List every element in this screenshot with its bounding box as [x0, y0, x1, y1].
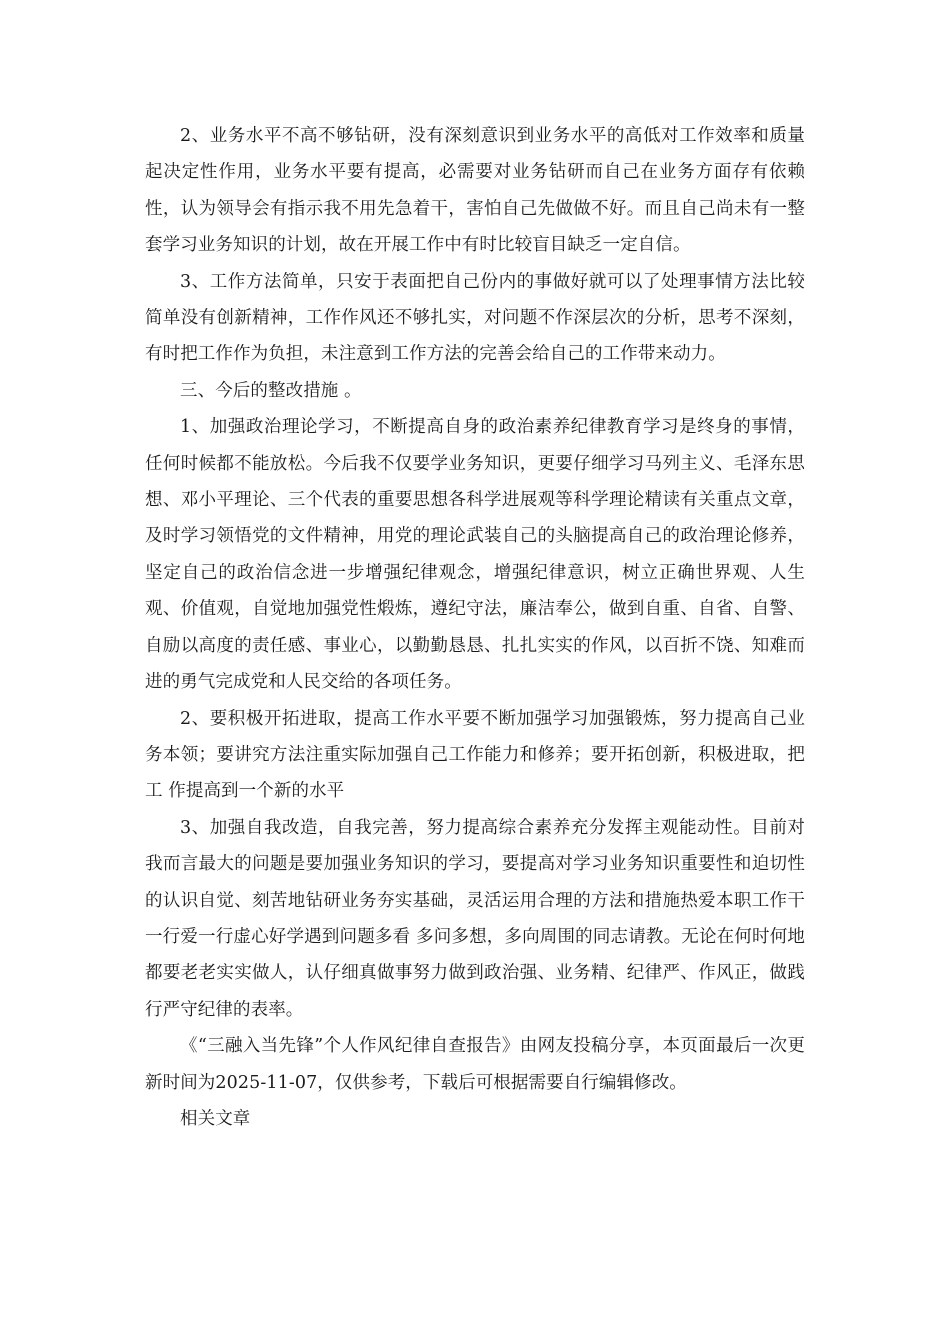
- section-heading-rectification: 三、今后的整改措施 。: [180, 380, 362, 401]
- related-articles-heading: 相关文章: [180, 1108, 251, 1129]
- document-body: [145, 118, 805, 1137]
- paragraph-work-method: 3、工作方法简单，只安于表面把自己份内的事做好就可以了处理事情方法比较简单没有创新精神，工作作风还不够扎实，对问题不作深层次的分析，思考不深刻，有时把工作作为负担，未注意到工作方法的完善会给自己的工作带来动力。: [145, 271, 805, 365]
- paragraph-political-theory: 1、加强政治理论学习，不断提高自身的政治素养纪律教育学习是终身的事情，任何时候都不能放松。今后我不仅要学业务知识，更要仔细学习马列主义、毛泽东思想、邓小平理论、三个代表的重要思想各科学进展观等科学理论精读有关重点文章，及时学习领悟党的文件精神，用党的理论武装自己的头脑提高自己的政治理论修养，坚定自己的政治信念进一步增强纪律观念，增强纪律意识，树立正确世界观、人生观、价值观，自觉地加强党性煅炼，遵纪守法，廉洁奉公，做到自重、自省、自警、自励以高度的责任感、事业心，以勤勤恳恳、扎扎实实的作风，以百折不饶、知难而进的勇气完成党和人民交给的各项任务。: [145, 417, 805, 693]
- paragraph-self-improvement: 3、加强自我改造，自我完善，努力提高综合素养充分发挥主观能动性。目前对我而言最大的问题是要加强业务知识的学习，要提高对学习业务知识重要性和迫切性的认识自觉、刻苦地钻研业务夯实基础，灵活运用合理的方法和措施热爱本职工作干一行爱一行虚心好学遇到问题多看 多问多想，多向周围的同志请教。无论在何时何地都要老老实实做人，认仔细真做事努力做到政治强、业务精、纪律严、作风正，做践行严守纪律的表率。: [145, 817, 805, 1020]
- paragraph-source-note: 《“三融入当先锋”个人作风纪律自查报告》由网友投稿分享，本页面最后一次更新时间为2025-11-07，仅供参考，下载后可根据需要自行编辑修改。: [145, 1036, 805, 1093]
- paragraph-pioneering: 2、要积极开拓进取，提高工作水平要不断加强学习加强锻炼，努力提高自己业务本领；要讲究方法注重实际加强自己工作能力和修养；要开拓创新，积极进取，把工 作提高到一个新的水平: [145, 708, 805, 802]
- paragraph-business-level: 2、业务水平不高不够钻研，没有深刻意识到业务水平的高低对工作效率和质量起决定性作用，业务水平要有提高，必需要对业务钻研而自己在业务方面存有依赖性，认为领导会有指示我不用先急着干，害怕自己先做做不好。而且自己尚未有一整套学习业务知识的计划，故在开展工作中有时比较盲目缺乏一定自信。: [145, 126, 805, 256]
